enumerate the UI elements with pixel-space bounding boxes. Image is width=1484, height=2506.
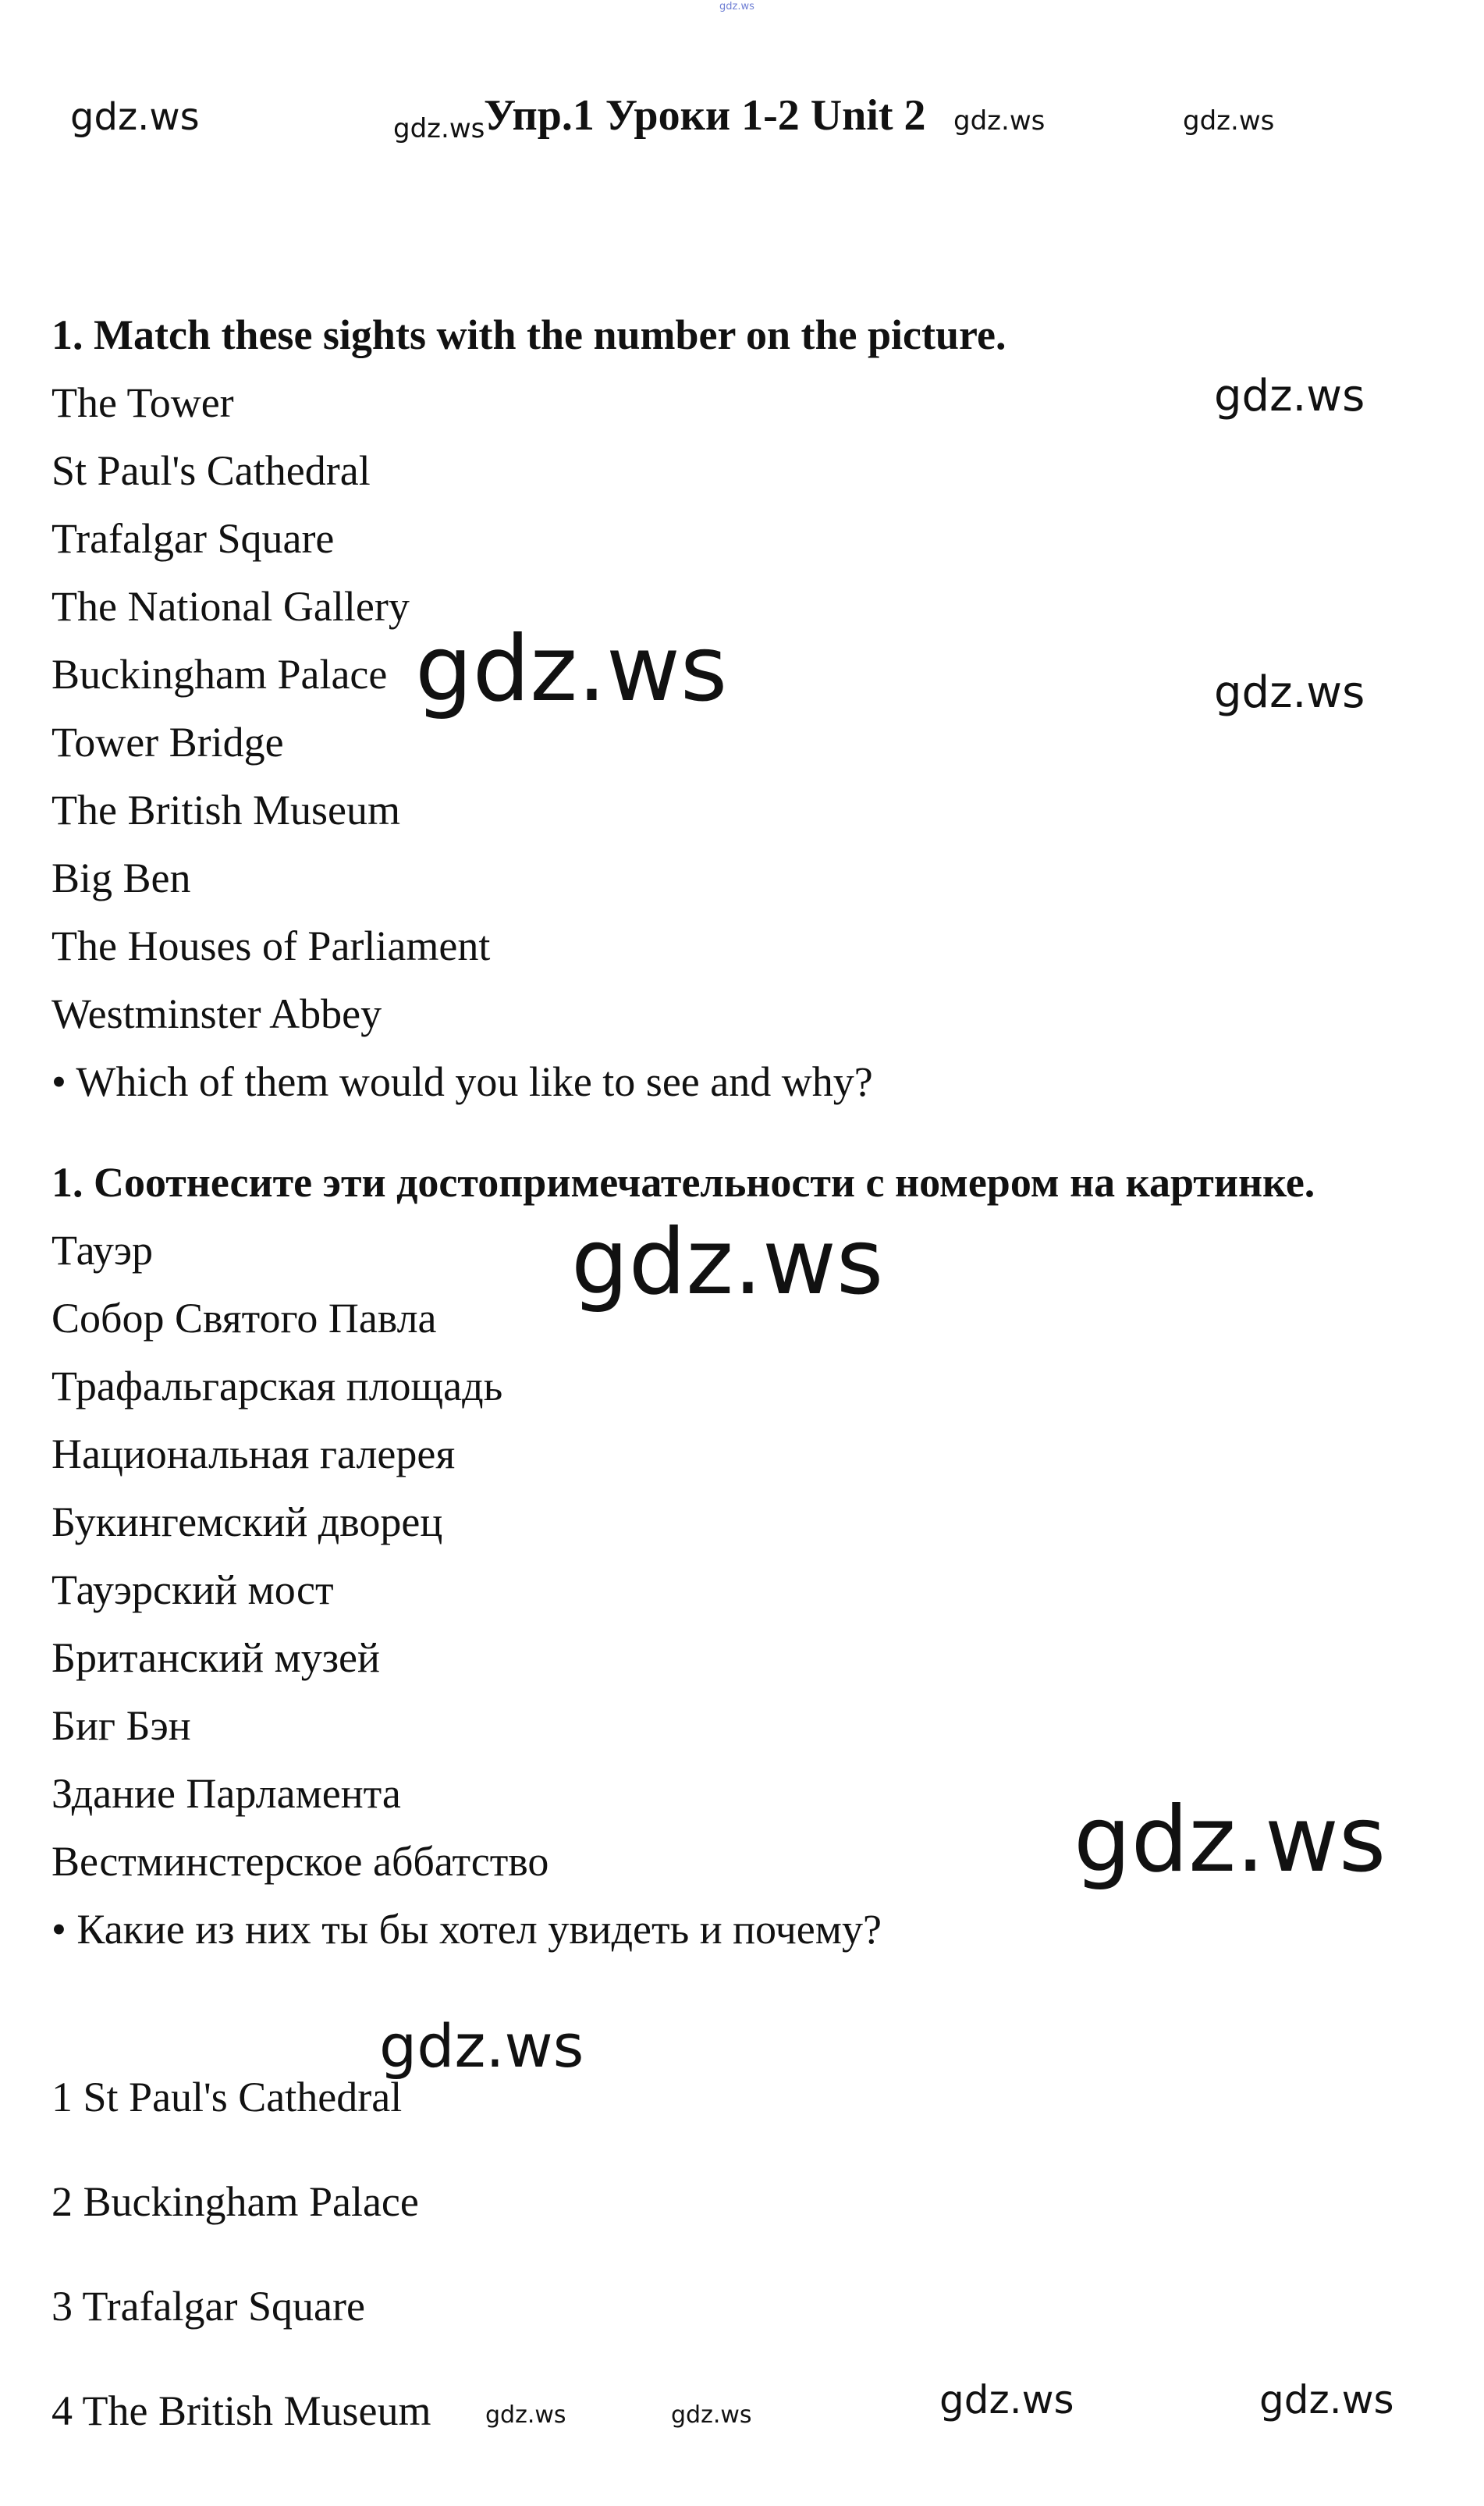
russian-item: Букингемский дворец	[51, 1498, 443, 1545]
english-question: • Which of them would you like to see and why?	[51, 1058, 873, 1105]
answer-item: 1 St Paul's Cathedral	[51, 2074, 403, 2120]
watermark-bottom-3: gdz.ws	[939, 2377, 1074, 2422]
watermark-top: gdz.ws	[719, 1, 754, 12]
answer-item: 3 Trafalgar Square	[51, 2283, 365, 2330]
english-item: Trafalgar Square	[51, 515, 335, 562]
russian-item: Вестминстерское аббатство	[51, 1838, 549, 1885]
answers-section	[51, 2045, 1387, 2463]
english-item: Buckingham Palace	[51, 651, 388, 698]
russian-item: Здание Парламента	[51, 1770, 401, 1817]
russian-item: Национальная галерея	[51, 1431, 456, 1477]
watermark-header-right: gdz.ws	[1183, 105, 1275, 137]
watermark-right-1: gdz.ws	[1214, 371, 1365, 421]
russian-item: Тауэр	[51, 1227, 154, 1274]
russian-item: Британский музей	[51, 1634, 380, 1681]
watermark-header-mid: gdz.ws	[393, 113, 485, 144]
english-heading: 1. Match these sights with the number on the picture.	[51, 311, 1006, 358]
watermark-center-big-2: gdz.ws	[571, 1210, 884, 1315]
english-item: Westminster Abbey	[51, 990, 382, 1037]
english-item: The Tower	[51, 379, 234, 426]
english-item: Tower Bridge	[51, 719, 284, 766]
watermark-right-big: gdz.ws	[1074, 1787, 1386, 1893]
english-section	[51, 301, 1387, 1116]
watermark-right-2: gdz.ws	[1214, 667, 1365, 718]
page-title: Упр.1 Уроки 1-2 Unit 2	[484, 91, 926, 140]
watermark-header-after-title: gdz.ws	[953, 105, 1046, 137]
russian-section	[51, 1149, 1387, 1964]
russian-item: Собор Святого Павла	[51, 1295, 437, 1342]
watermark-bottom-2: gdz.ws	[671, 2401, 752, 2429]
russian-item: Биг Бэн	[51, 1702, 191, 1749]
russian-question: • Какие из них ты бы хотел увидеть и почему?	[51, 1906, 882, 1953]
watermark-lower-mid: gdz.ws	[379, 2011, 584, 2081]
russian-item: Трафальгарская площадь	[51, 1363, 503, 1409]
english-item: St Paul's Cathedral	[51, 447, 371, 494]
answer-item: 4 The British Museum	[51, 2387, 431, 2434]
english-item: The Houses of Parliament	[51, 922, 491, 969]
watermark-bottom-1: gdz.ws	[485, 2401, 566, 2429]
russian-heading: 1. Соотнесите эти достопримечательности с номером на картинке.	[51, 1159, 1315, 1206]
watermark-center-big-1: gdz.ws	[415, 617, 728, 722]
watermark-bottom-4: gdz.ws	[1259, 2377, 1394, 2422]
english-item: The British Museum	[51, 787, 400, 834]
english-item: Big Ben	[51, 855, 191, 901]
answer-item: 2 Buckingham Palace	[51, 2178, 419, 2225]
english-item: The National Gallery	[51, 583, 410, 630]
watermark-header-left: gdz.ws	[70, 95, 200, 139]
russian-item: Тауэрский мост	[51, 1566, 334, 1613]
